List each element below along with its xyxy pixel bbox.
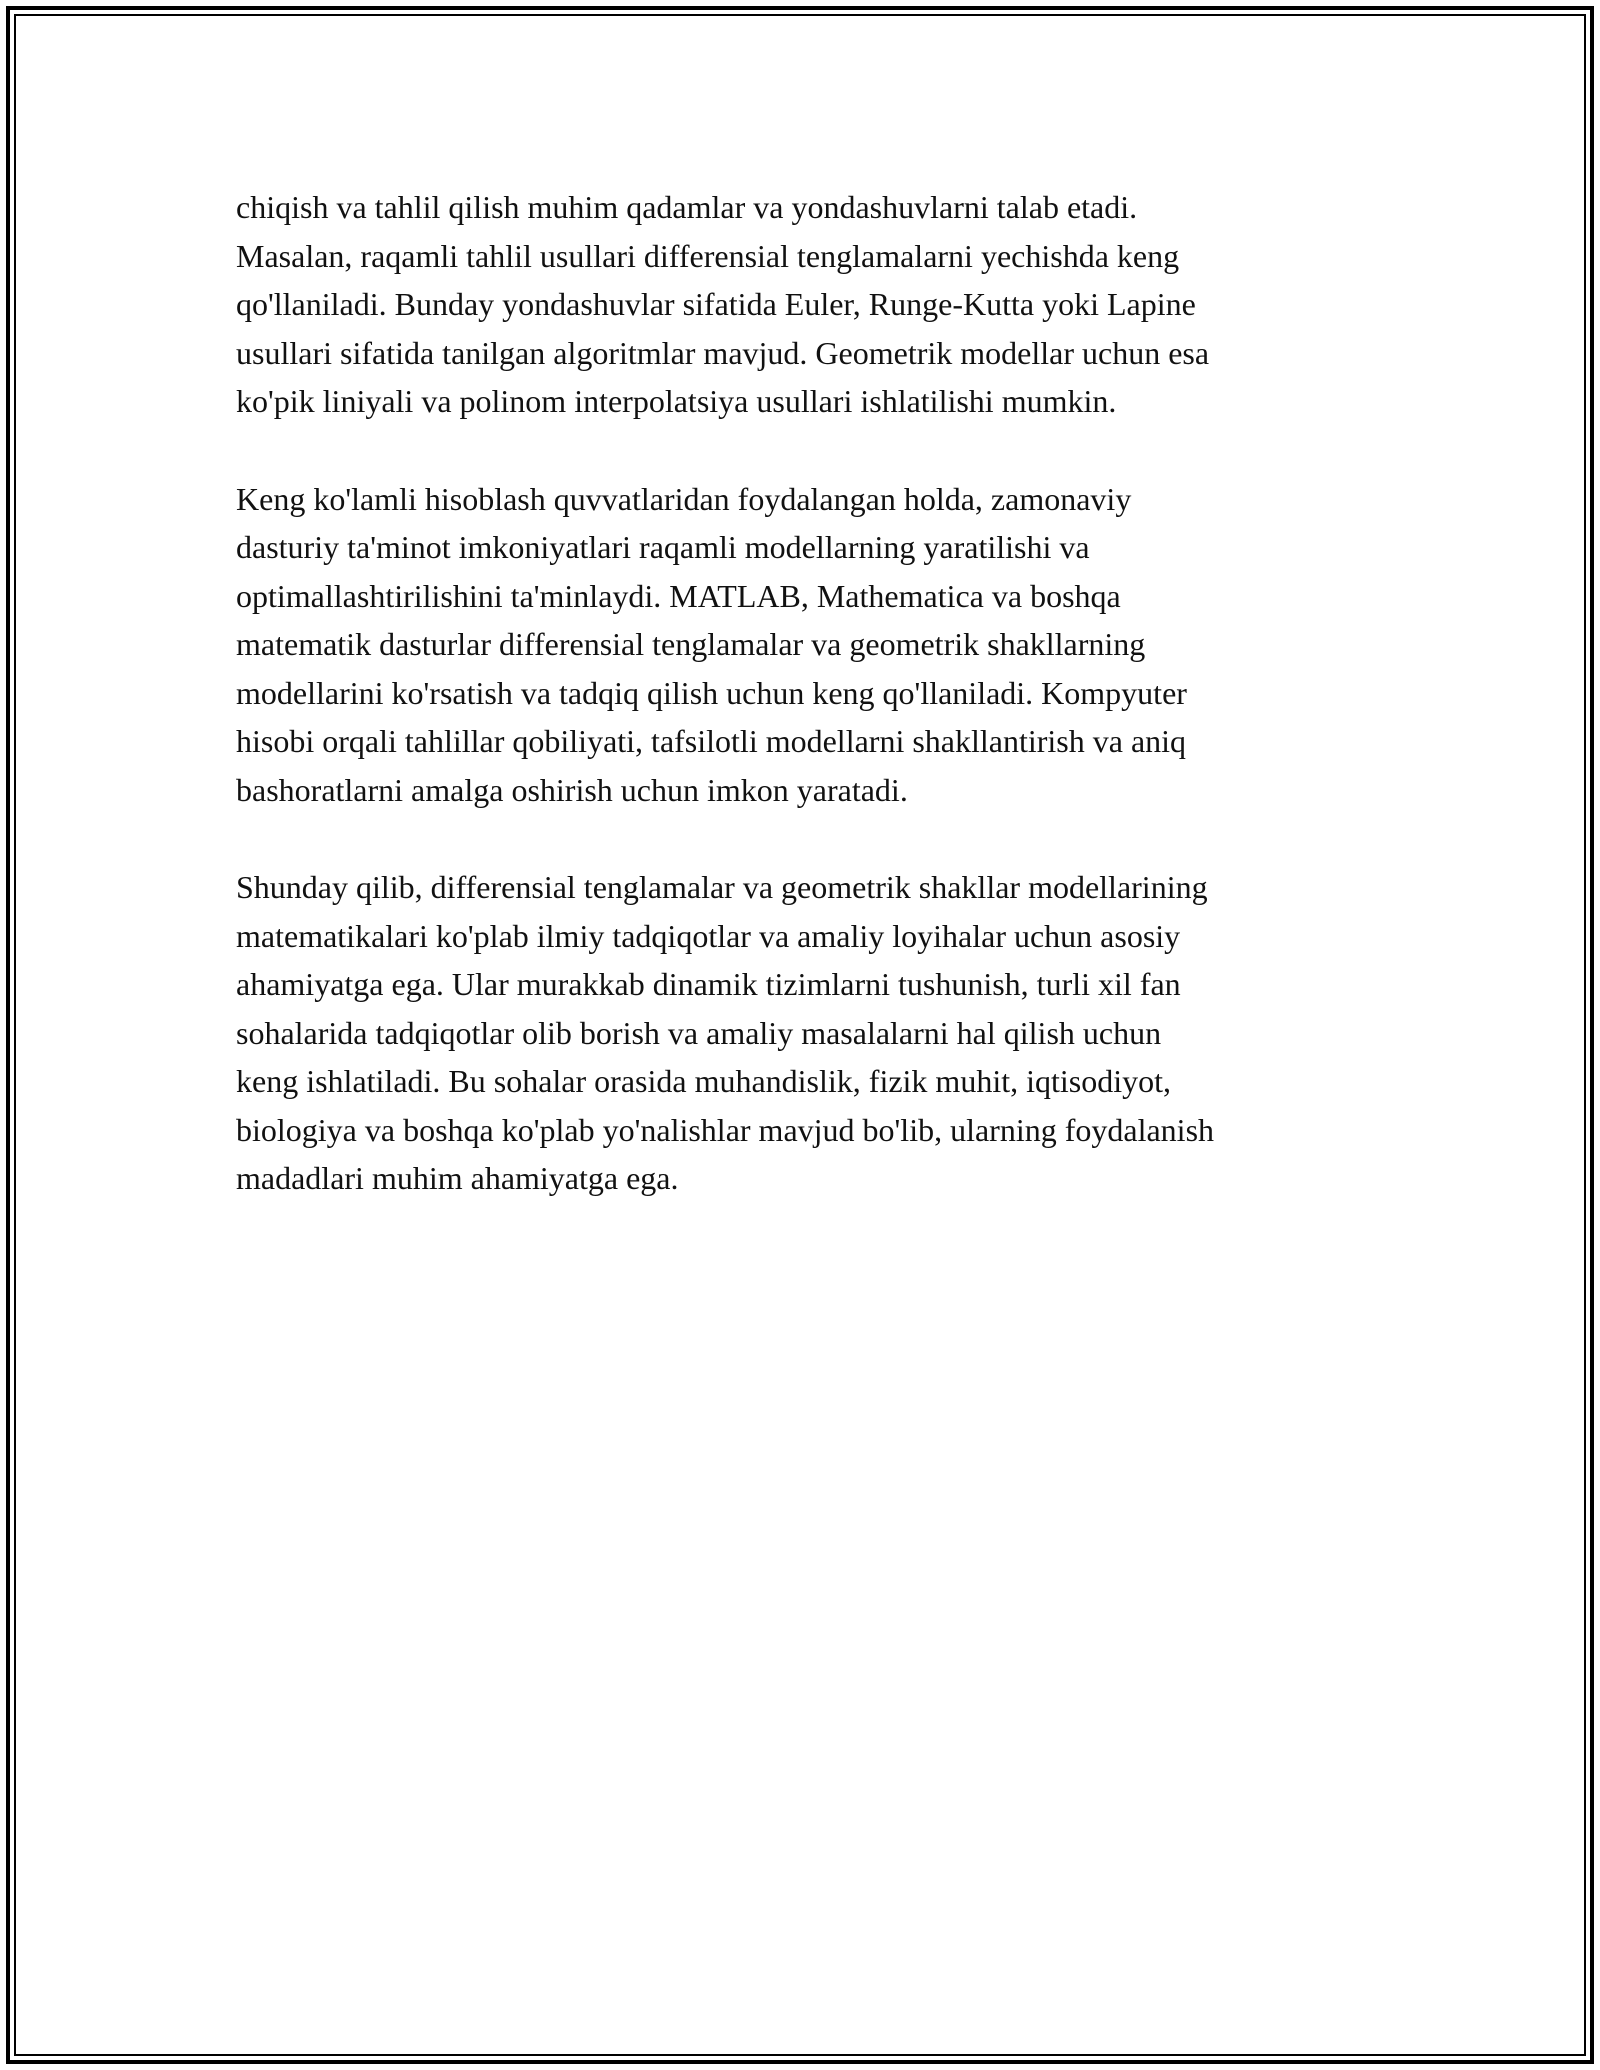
text-line: matematikalari ko'plab ilmiy tadqiqotlar va amaliy loyihalar uchun asosiy [236, 917, 1181, 954]
text-line: modellarini ko'rsatish va tadqiq qilish uchun keng qo'llaniladi. Kompyuter [236, 674, 1187, 711]
paragraph-3 [236, 863, 1376, 1203]
text-line: madadlari muhim ahamiyatga ega. [236, 1160, 679, 1196]
text-line: ahamiyatga ega. Ular murakkab dinamik tizimlarni tushunish, turli xil fan [236, 966, 1181, 1002]
paragraph-2 [236, 475, 1376, 815]
text-line: ko'pik liniyali va polinom interpolatsiya usullari ishlatilishi mumkin. [236, 383, 1117, 419]
text-line: optimallashtirilishini ta'minlaydi. MATLAB, Mathematica va boshqa [236, 577, 1121, 614]
paragraph-1 [236, 183, 1376, 426]
text-line: chiqish va tahlil qilish muhim qadamlar va yondashuvlarni talab etadi. [236, 189, 1138, 225]
text-line: biologiya va boshqa ko'plab yo'nalishlar mavjud bo'lib, ularning foydalanish [236, 1111, 1215, 1148]
text-line: usullari sifatida tanilgan algoritmlar mavjud. Geometrik modellar uchun esa [236, 334, 1210, 371]
text-line: dasturiy ta'minot imkoniyatlari raqamli modellarning yaratilishi va [236, 529, 1090, 565]
text-line: matematik dasturlar differensial tenglamalar va geometrik shakllarning [236, 626, 1146, 662]
text-line: hisobi orqali tahlillar qobiliyati, tafsilotli modellarni shakllantirish va aniq [236, 723, 1187, 759]
text-line: sohalarida tadqiqotlar olib borish va amaliy masalalarni hal qilish uchun [236, 1014, 1162, 1051]
text-line: bashoratlarni amalga oshirish uchun imkon yaratadi. [236, 771, 908, 808]
text-line: Masalan, raqamli tahlil usullari differensial tenglamalarni yechishda keng [236, 237, 1180, 274]
text-line: keng ishlatiladi. Bu sohalar orasida muhandislik, fizik muhit, iqtisodiyot, [236, 1063, 1171, 1099]
text-line: Keng ko'lamli hisoblash quvvatlaridan foydalangan holda, zamonaviy [236, 480, 1132, 517]
text-line: Shunday qilib, differensial tenglamalar va geometrik shakllar modellarining [236, 869, 1208, 905]
text-line: qo'llaniladi. Bunday yondashuvlar sifatida Euler, Runge-Kutta yoki Lapine [236, 286, 1196, 322]
document-body [236, 183, 1376, 1252]
